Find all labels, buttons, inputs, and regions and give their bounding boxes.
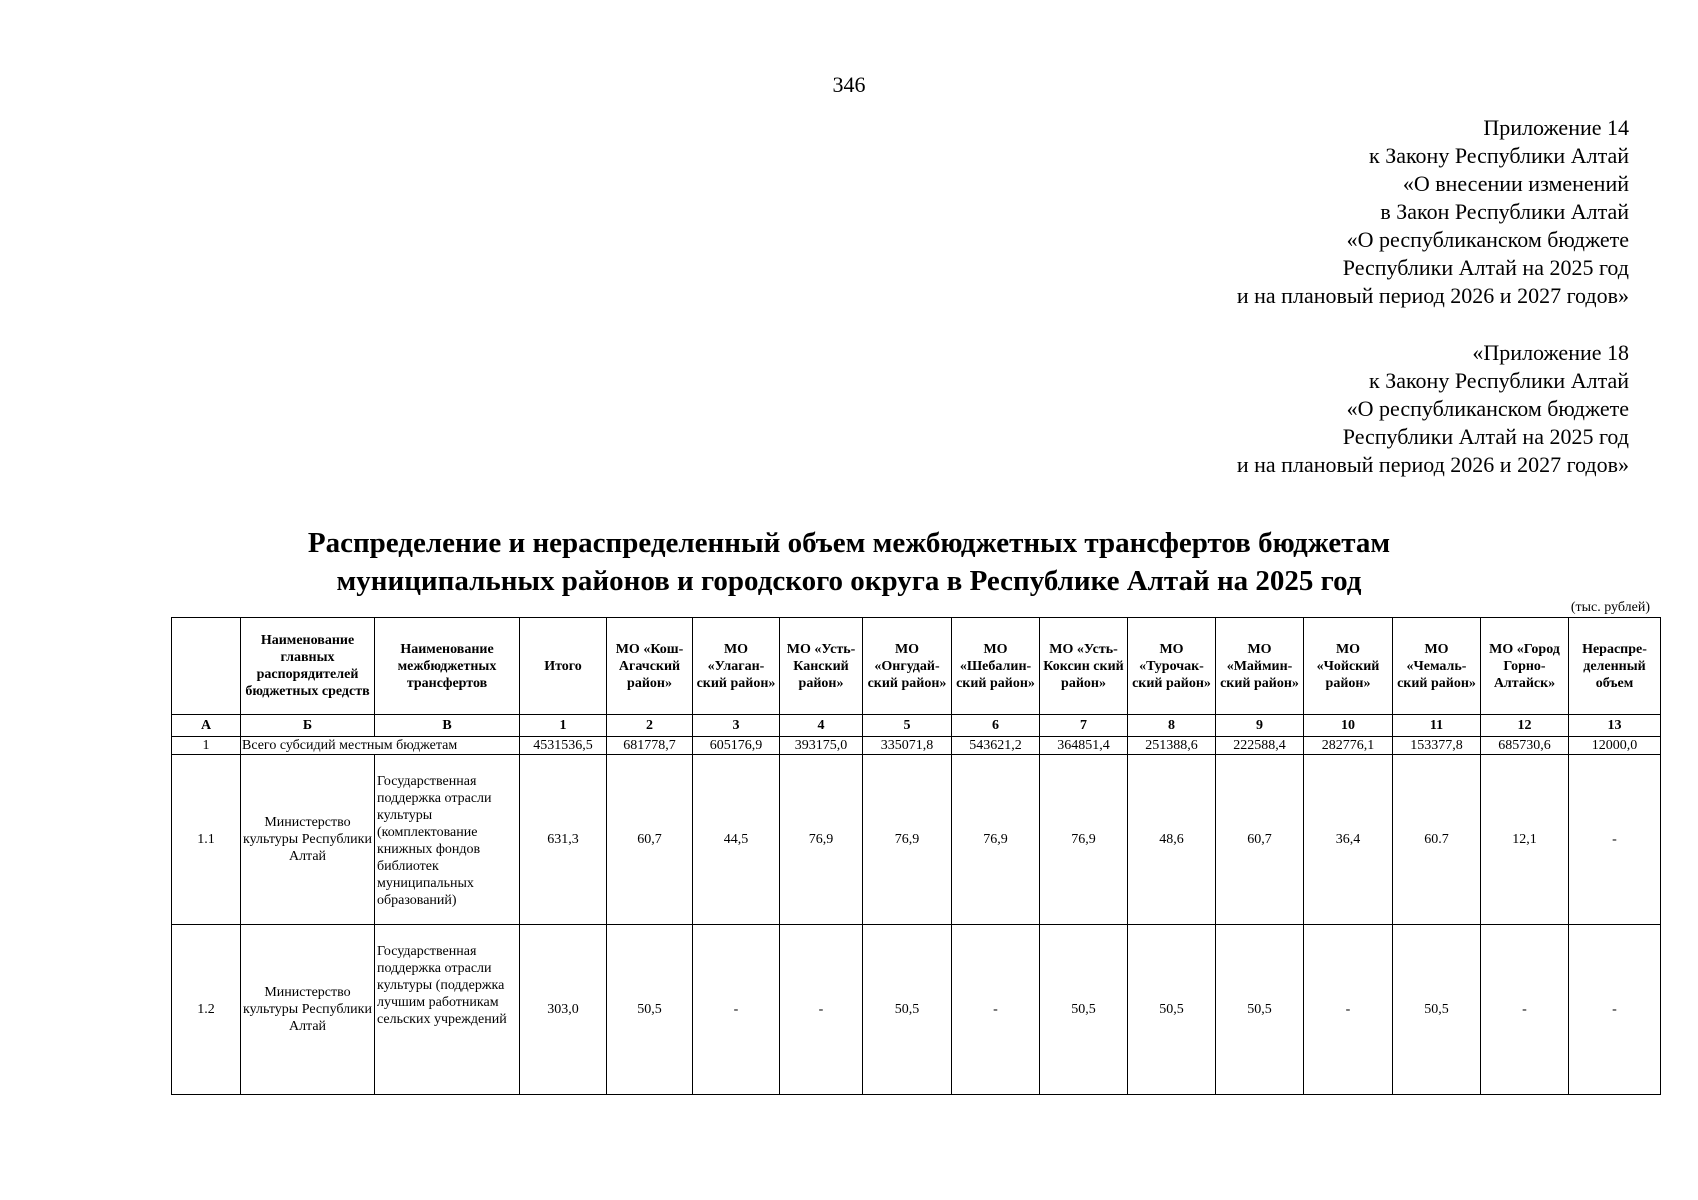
table-cell: 12000,0 <box>1569 737 1661 755</box>
table-cell: 50,5 <box>1216 925 1304 1095</box>
table-cell: 60,7 <box>607 755 693 925</box>
column-header: Наименование межбюджетных трансфертов <box>375 618 520 715</box>
appendix-header-line: и на плановый период 2026 и 2027 годов» <box>1236 283 1629 308</box>
table-row <box>172 925 1661 1095</box>
row-number: 1.2 <box>172 925 241 1095</box>
transfer-cell: Государственная поддержка отрасли культуры (поддержка лучшим работникам сельских учреждений <box>375 925 520 1095</box>
annex-header-line: к Закону Республики Алтай <box>1369 368 1629 393</box>
units-label: (тыс. рублей) <box>1570 600 1650 615</box>
appendix-header-line: Республики Алтай на 2025 год <box>1342 255 1629 280</box>
table-cell: - <box>780 925 863 1095</box>
table-cell: 282776,1 <box>1304 737 1393 755</box>
column-number: 3 <box>693 715 780 737</box>
column-number: А <box>172 715 241 737</box>
table-cell: 60,7 <box>1216 755 1304 925</box>
document-title-line: Распределение и нераспределенный объем межбюджетных трансфертов бюджетам <box>307 527 1391 559</box>
table-cell: 12,1 <box>1481 755 1569 925</box>
annex-header-line: Республики Алтай на 2025 год <box>1342 424 1629 449</box>
table-cell: 76,9 <box>952 755 1040 925</box>
table-cell: 60.7 <box>1393 755 1481 925</box>
table-cell: 50,5 <box>1393 925 1481 1095</box>
column-header: Нераспре-деленный объем <box>1569 618 1661 715</box>
table-cell: - <box>1304 925 1393 1095</box>
table-row <box>172 755 1661 925</box>
table-cell: - <box>1569 925 1661 1095</box>
column-header: МО «Усть-Канский район» <box>780 618 863 715</box>
document-title-line: муниципальных районов и городского округа в Республике Алтай на 2025 год <box>336 565 1362 597</box>
table-cell: 605176,9 <box>693 737 780 755</box>
appendix-header <box>1237 114 1629 310</box>
table-cell: 76,9 <box>863 755 952 925</box>
document-title <box>0 524 1698 600</box>
annex-header-line: «О республиканском бюджете <box>1346 396 1629 421</box>
table-cell: 364851,4 <box>1040 737 1128 755</box>
column-header: МО «Шебалин-ский район» <box>952 618 1040 715</box>
appendix-header-line: Приложение 14 <box>1483 115 1629 140</box>
table-cell: 50,5 <box>607 925 693 1095</box>
column-number: Б <box>241 715 375 737</box>
distributor-cell: Министерство культуры Республики Алтай <box>241 925 375 1095</box>
row-number: 1 <box>172 737 241 755</box>
table-cell: 393175,0 <box>780 737 863 755</box>
column-number: В <box>375 715 520 737</box>
table-cell: 76,9 <box>780 755 863 925</box>
table-cell: 222588,4 <box>1216 737 1304 755</box>
column-number: 11 <box>1393 715 1481 737</box>
appendix-header-line: к Закону Республики Алтай <box>1369 143 1629 168</box>
table-cell: 36,4 <box>1304 755 1393 925</box>
appendix-header-line: «О республиканском бюджете <box>1346 227 1629 252</box>
column-header: МО «Онгудай-ский район» <box>863 618 952 715</box>
column-header: МО «Кош-Агачский район» <box>607 618 693 715</box>
column-number: 9 <box>1216 715 1304 737</box>
annex-header <box>1237 339 1629 479</box>
table-cell: 44,5 <box>693 755 780 925</box>
column-header: МО «Улаган-ский район» <box>693 618 780 715</box>
column-number: 10 <box>1304 715 1393 737</box>
transfers-table <box>171 617 1661 1095</box>
column-header: МО «Чемаль-ский район» <box>1393 618 1481 715</box>
appendix-header-line: «О внесении изменений <box>1402 171 1629 196</box>
column-number: 7 <box>1040 715 1128 737</box>
table-cell: 50,5 <box>1128 925 1216 1095</box>
column-header: МО «Турочак-ский район» <box>1128 618 1216 715</box>
table-cell: 76,9 <box>1040 755 1128 925</box>
table-cell: 48,6 <box>1128 755 1216 925</box>
column-header <box>172 618 241 715</box>
distributor-cell: Министерство культуры Республики Алтай <box>241 755 375 925</box>
column-number: 1 <box>520 715 607 737</box>
total-label: Всего субсидий местным бюджетам <box>241 737 520 755</box>
table-cell: 685730,6 <box>1481 737 1569 755</box>
table-cell: - <box>1481 925 1569 1095</box>
total-row <box>172 737 1661 755</box>
annex-header-line: «Приложение 18 <box>1472 340 1629 365</box>
table-cell: 543621,2 <box>952 737 1040 755</box>
column-header: МО «Чойский район» <box>1304 618 1393 715</box>
column-header: МО «Усть-Коксин ский район» <box>1040 618 1128 715</box>
table-cell: 50,5 <box>863 925 952 1095</box>
table-cell: 251388,6 <box>1128 737 1216 755</box>
transfer-cell: Государственная поддержка отрасли культуры (комплектование книжных фондов библиотек муниципальных образований) <box>375 755 520 925</box>
table-cell: - <box>952 925 1040 1095</box>
column-number: 6 <box>952 715 1040 737</box>
column-number: 8 <box>1128 715 1216 737</box>
row-number: 1.1 <box>172 755 241 925</box>
column-number: 4 <box>780 715 863 737</box>
table-cell: 681778,7 <box>607 737 693 755</box>
table-cell: 50,5 <box>1040 925 1128 1095</box>
column-header: Итого <box>520 618 607 715</box>
table-cell: - <box>693 925 780 1095</box>
column-header: МО «Маймин-ский район» <box>1216 618 1304 715</box>
table-cell: 335071,8 <box>863 737 952 755</box>
table-cell: 4531536,5 <box>520 737 607 755</box>
table-cell: 303,0 <box>520 925 607 1095</box>
table-cell: 153377,8 <box>1393 737 1481 755</box>
annex-header-line: и на плановый период 2026 и 2027 годов» <box>1236 452 1629 477</box>
appendix-header-line: в Закон Республики Алтай <box>1380 199 1629 224</box>
column-number: 2 <box>607 715 693 737</box>
column-number: 13 <box>1569 715 1661 737</box>
table-cell: 631,3 <box>520 755 607 925</box>
table-cell: - <box>1569 755 1661 925</box>
page-number: 346 <box>832 72 866 97</box>
column-number-row <box>172 715 1661 737</box>
column-number: 5 <box>863 715 952 737</box>
column-header: МО «Город Горно-Алтайск» <box>1481 618 1569 715</box>
column-number: 12 <box>1481 715 1569 737</box>
column-header: Наименование главных распорядителей бюджетных средств <box>241 618 375 715</box>
table-header-row <box>172 618 1661 715</box>
